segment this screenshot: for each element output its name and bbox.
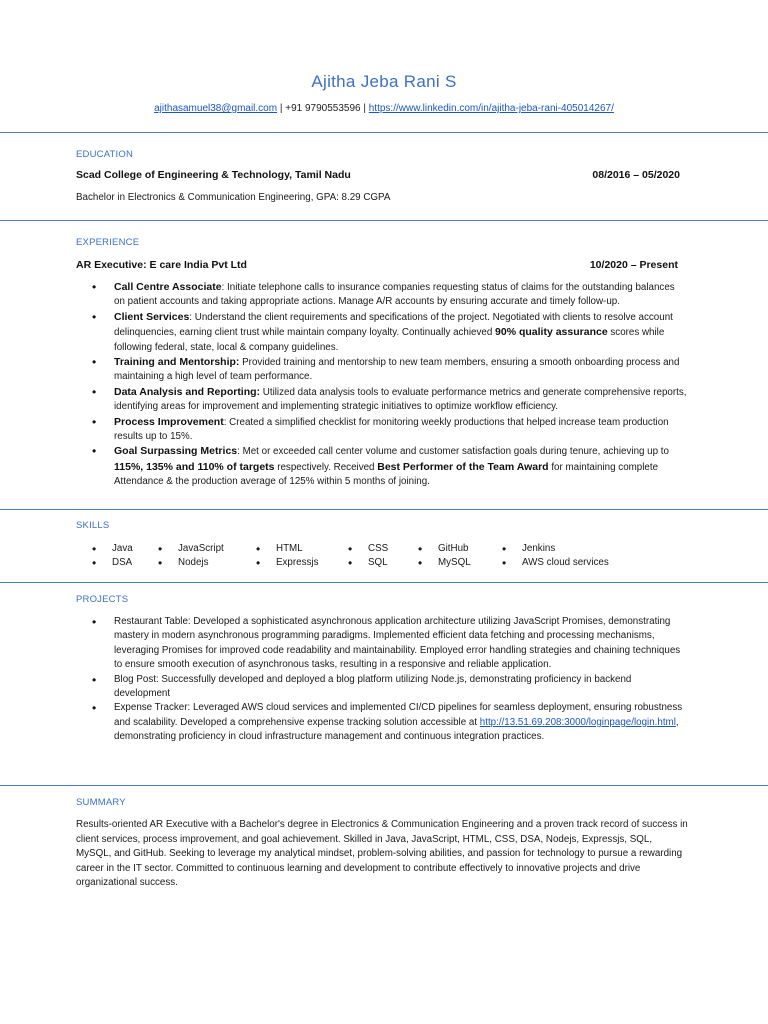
bullet-highlight: 115%, 135% and 110% of targets <box>114 460 275 473</box>
bullet-text: : Initiate telephone calls to insurance companies requesting status of claims for the outstanding balances on patient accounts and taking appropriate actions. Manage A/R accounts by ensuring accurate and timely follow-up. <box>114 282 675 308</box>
list-item <box>76 444 688 489</box>
skills-grid: • Java • JavaScript • HTML • CSS • GitHub • Jenkins • DSA • Nodejs • Expressjs • SQL • MySQL • AWS cloud services <box>92 542 609 570</box>
bullet-highlight: Best Performer of the Team Award <box>377 460 549 473</box>
bullet-heading: Process Improvement <box>114 415 224 428</box>
list-item: • Restaurant Table: Developed a sophisticated asynchronous application architecture utilizing JavaScript Promises, demonstrating mastery in modern asynchronous programming paradigms. Implemented efficient data fetching and processing mechanisms, leveraging Promises for improved code readability and maintainability. Employed error handling strategies and chaining techniques to ensure smooth execution of asynchronous tasks, resulting in a responsive and reliable application. <box>76 615 688 673</box>
education-dates: 08/2016 – 05/2020 <box>592 169 680 181</box>
contact-separator: | <box>360 103 369 114</box>
school-name: Scad College of Engineering & Technology, Tamil Nadu <box>76 169 351 181</box>
summary-text: Results-oriented AR Executive with a Bachelor's degree in Electronics & Communication Engineering and a proven track record of success in client services, process improvement, and goal achievement. Skilled in Java, JavaScript, HTML, CSS, DSA, Nodejs, Expressjs, SQL, MySQL, and GitHub. Seeking to leverage my analytical mindset, problem-solving abilities, and passion for technology to pursue a rewarding career in the IT sector. Committed to continuous learning and development to contribute effectively to innovative projects and drive organizational success. <box>76 819 688 888</box>
summary-heading: SUMMARY <box>76 797 126 808</box>
skills-heading: SKILLS <box>76 520 110 531</box>
section-divider <box>0 220 768 221</box>
bullet-text: Provided training and mentorship to new team members, ensuring a smooth onboarding process and maintaining a high level of team performance. <box>114 357 680 383</box>
candidate-name: Ajitha Jeba Rani S <box>311 72 457 91</box>
experience-heading: EXPERIENCE <box>76 237 140 248</box>
projects-heading: PROJECTS <box>76 594 129 605</box>
email-link[interactable]: ajithasamuel38@gmail.com <box>154 103 278 114</box>
bullet-heading: Call Centre Associate <box>114 281 222 293</box>
list-item <box>76 280 688 310</box>
experience-dates: 10/2020 – Present <box>589 259 678 271</box>
bullet-heading: Data Analysis and Reporting: <box>114 385 261 398</box>
degree-text: Bachelor in Electronics & Communication Engineering, GPA: 8.29 CGPA <box>76 192 391 203</box>
list-item <box>76 701 688 744</box>
bullet-text: : Created a simplified checklist for monitoring weekly productions that helped increase team production results up to 15%. <box>114 416 669 443</box>
bullet-text: : Understand the client requirements and specifications of the project. Negotiated with clients to resolve account delinquencies, earning client trust while maintain company loyalty. Continually achieved <box>114 311 673 339</box>
expense-tracker-link[interactable]: http://13.51.69.208:3000/loginpage/login.html <box>479 716 676 728</box>
contact-line <box>0 103 768 114</box>
section-divider <box>0 582 768 583</box>
bullet-highlight: 90% quality assurance <box>495 326 608 339</box>
phone-number: +91 9790553596 <box>285 103 361 114</box>
bullet-text: for maintaining complete Attendance & the production average of 125% within 5 months of joining. <box>114 461 659 488</box>
bullet-text: Utilized data analysis tools to evaluate performance metrics and generate comprehensive reports, identifying areas for improvement and implementing strategic initiatives to optimize workflow efficiency. <box>114 386 687 413</box>
bullet-heading: Training and Mentorship: <box>114 356 240 369</box>
section-divider <box>0 509 768 510</box>
bullet-text: : Met or exceeded call center volume and customer satisfaction goals during tenure, achieving up to <box>237 446 669 458</box>
bullet-heading: Goal Surpassing Metrics <box>114 445 238 458</box>
experience-row <box>76 259 680 271</box>
education-row <box>76 169 680 181</box>
list-item: • Blog Post: Successfully developed and deployed a blog platform utilizing Node.js, demonstrating proficiency in backend development <box>76 673 688 702</box>
section-divider <box>0 132 768 133</box>
bullet-text: respectively. Received <box>274 461 378 473</box>
section-divider <box>0 785 768 786</box>
list-item <box>76 355 688 385</box>
experience-list <box>76 280 688 490</box>
project-text: Expense Tracker: Leveraged AWS cloud services and implemented CI/CD pipelines for seamless deployment, ensuring robustness and scalability. Developed a comprehensive expense tracking solution accessible at <box>114 702 683 728</box>
linkedin-link[interactable]: https://www.linkedin.com/in/ajitha-jeba-rani-405014267/ <box>368 103 614 114</box>
bullet-heading: Client Services <box>114 310 190 323</box>
list-item <box>76 385 688 415</box>
list-item <box>76 310 688 355</box>
list-item <box>76 415 688 445</box>
bullet-text: scores while following federal, state, local & company guidelines. <box>114 327 665 353</box>
contact-separator: | <box>277 103 286 114</box>
project-text: , demonstrating proficiency in cloud infrastructure management and continuous integration practices. <box>114 716 679 743</box>
projects-list <box>76 615 688 745</box>
education-heading: EDUCATION <box>76 149 134 160</box>
job-role: AR Executive: E care India Pvt Ltd <box>76 259 247 271</box>
